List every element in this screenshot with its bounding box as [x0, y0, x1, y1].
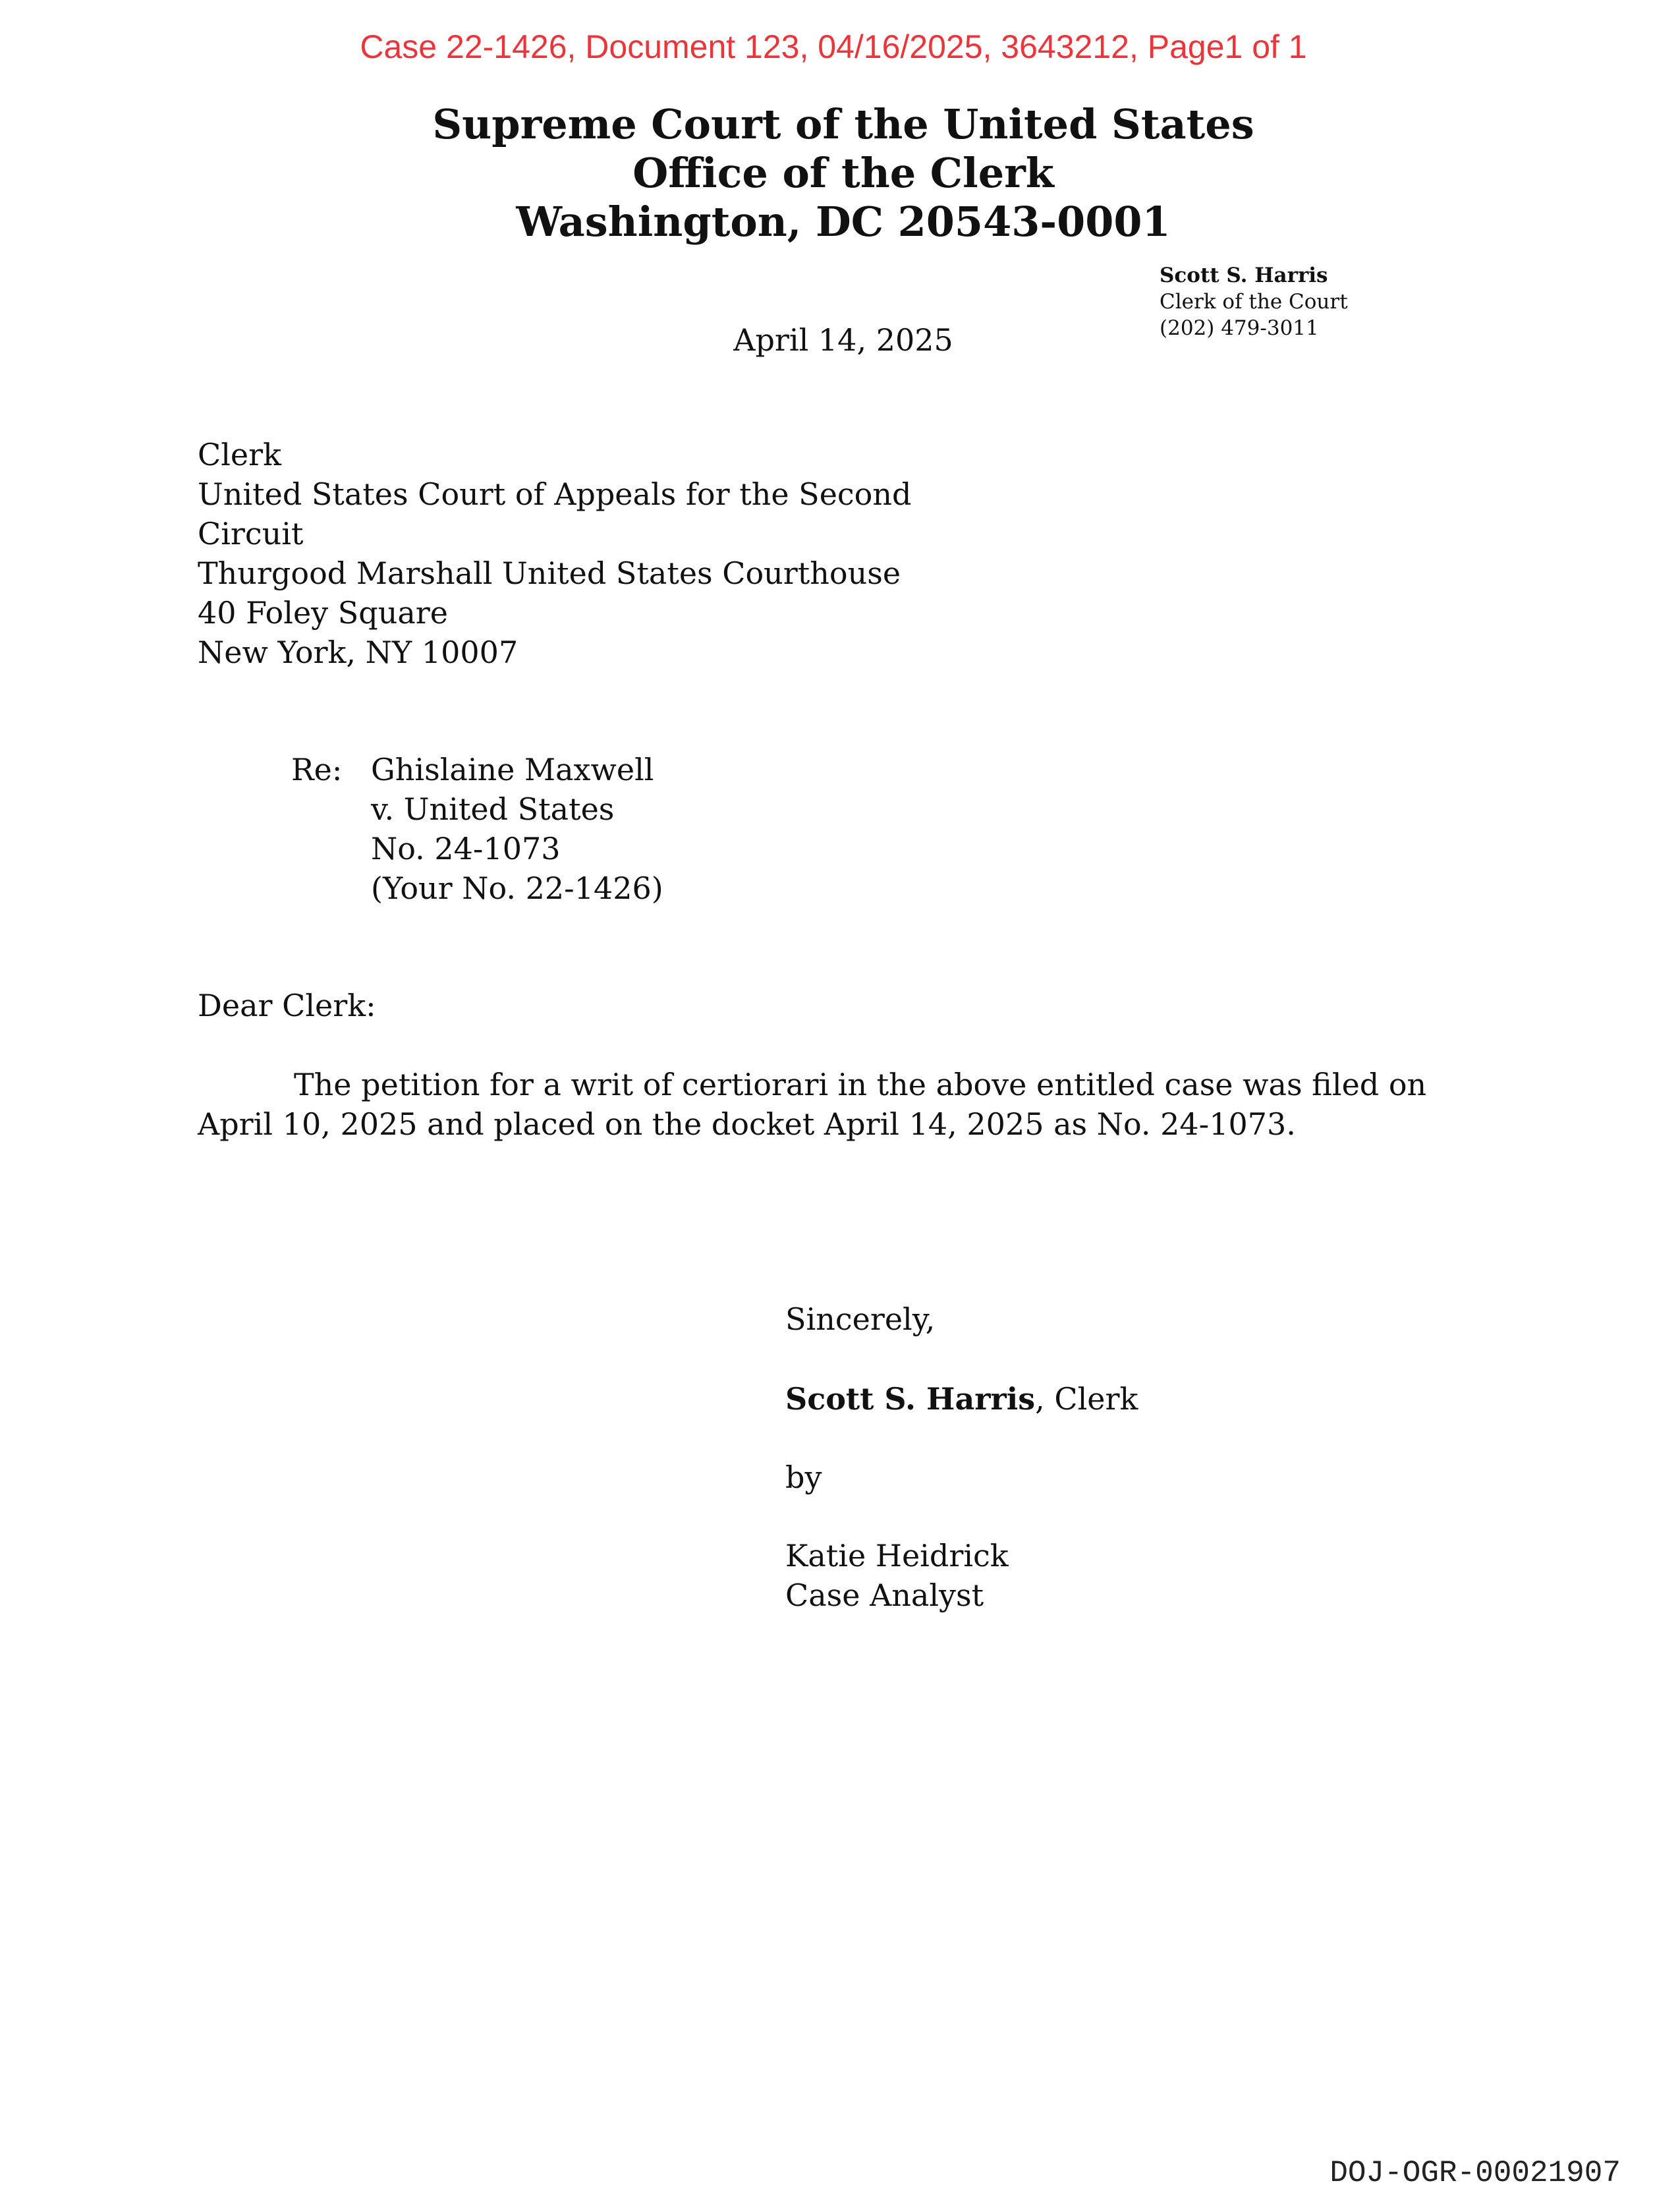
address-line: United States Court of Appeals for the Second — [198, 476, 912, 512]
re-label: Re: — [291, 752, 343, 787]
signer — [785, 1379, 1138, 1419]
body-text: The petition for a writ of certiorari in the above entitled case was filed on April 10, 2025 and placed on the docket April 14, 2025 as No. 24-1073. — [198, 1067, 1427, 1142]
filing-stamp: Case 22-1426, Document 123, 04/16/2025, 3643212, Page1 of 1 — [360, 28, 1307, 65]
bates-number: DOJ-OGR-00021907 — [1330, 2156, 1621, 2190]
address-line: Clerk — [198, 437, 281, 472]
signer-suffix: , Clerk — [1035, 1381, 1138, 1417]
salutation: Dear Clerk: — [198, 988, 376, 1023]
by-text: by — [785, 1460, 822, 1495]
body-paragraph — [198, 1065, 1489, 1144]
signer-name: Scott S. Harris — [785, 1381, 1036, 1417]
valediction: Sincerely, — [785, 1301, 936, 1337]
letterhead-address: Washington, DC 20543-0001 — [516, 198, 1171, 246]
recipient-address — [198, 435, 911, 672]
re-line: (Your No. 22-1426) — [371, 870, 663, 906]
address-line: New York, NY 10007 — [198, 635, 518, 670]
clerk-phone: (202) 479-3011 — [1160, 316, 1319, 340]
re-line: v. United States — [371, 791, 615, 827]
letterhead-office: Office of the Clerk — [632, 149, 1054, 197]
analyst-title: Case Analyst — [785, 1577, 984, 1613]
address-line: Thurgood Marshall United States Courthouse — [198, 555, 901, 591]
letterhead-court: Supreme Court of the United States — [432, 100, 1254, 148]
letter-date: April 14, 2025 — [733, 322, 953, 358]
re-line: Ghislaine Maxwell — [371, 752, 654, 787]
clerk-name: Scott S. Harris — [1160, 264, 1328, 287]
clerk-title: Clerk of the Court — [1160, 290, 1348, 314]
analyst-name: Katie Heidrick — [785, 1538, 1009, 1574]
re-line: No. 24-1073 — [371, 831, 561, 866]
address-line: Circuit — [198, 516, 304, 552]
address-line: 40 Foley Square — [198, 595, 449, 631]
re-subject — [371, 750, 663, 908]
